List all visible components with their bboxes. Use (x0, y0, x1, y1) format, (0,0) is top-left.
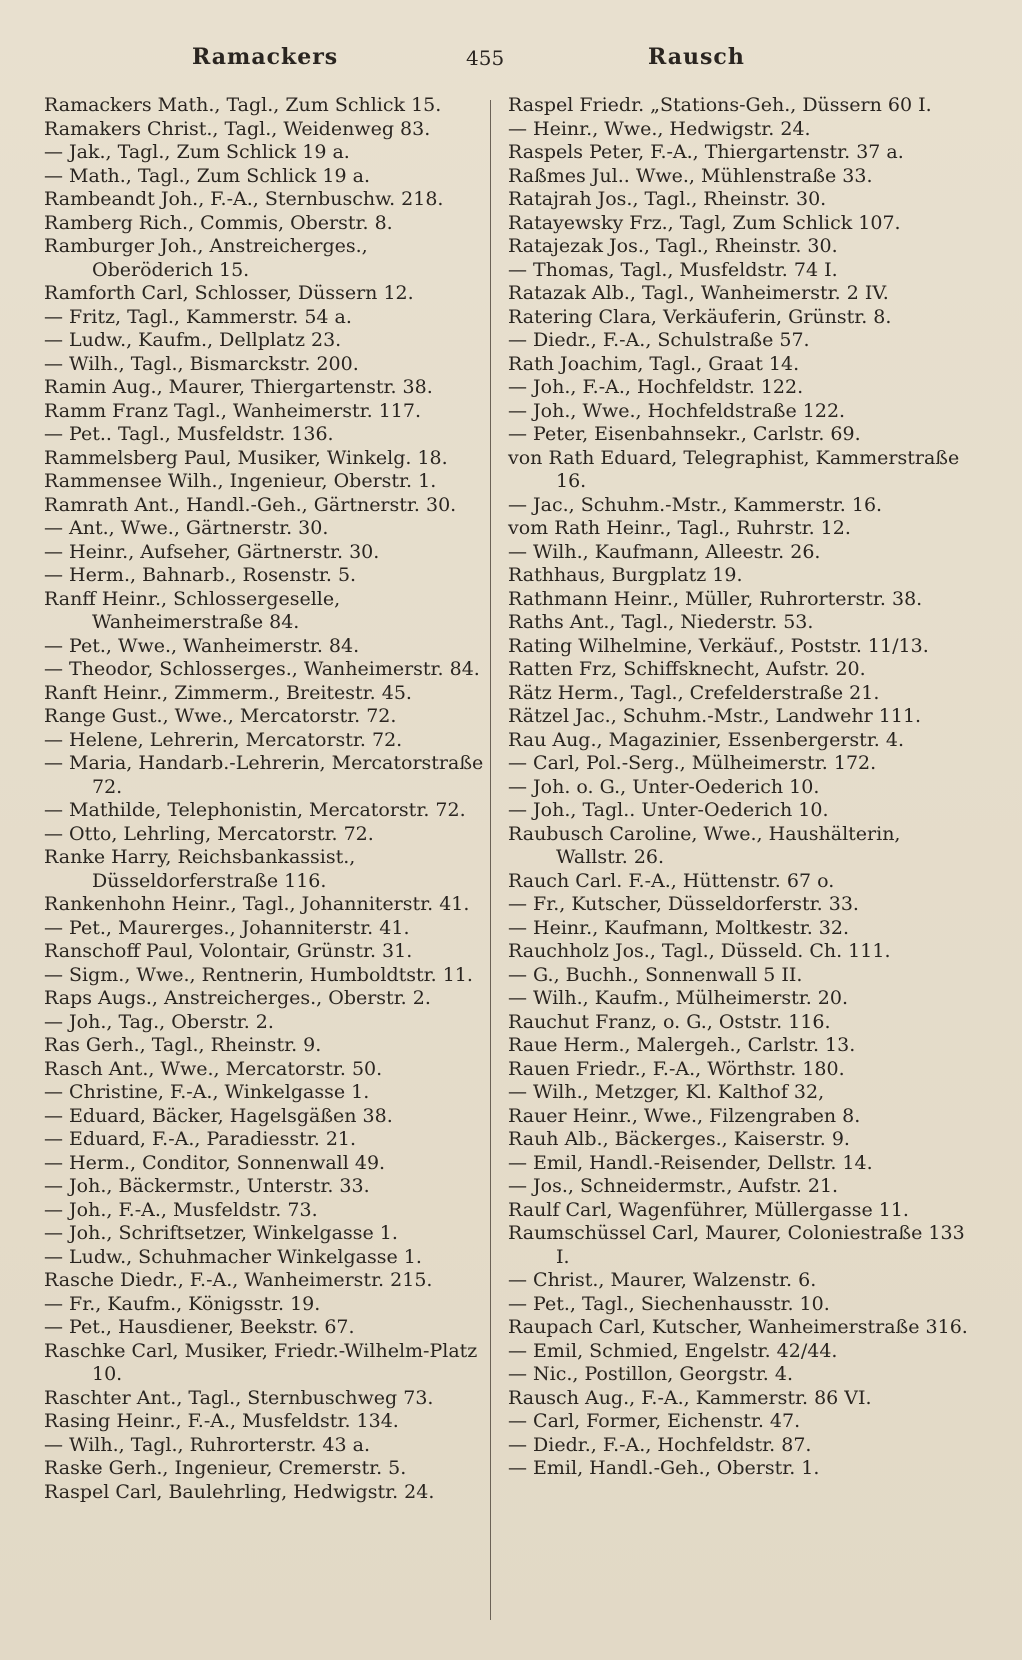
directory-entry: — Math., Tagl., Zum Schlick 19 a. (44, 164, 371, 187)
directory-entry: Rammensee Wilh., Ingenieur, Oberstr. 1. (44, 470, 437, 492)
right-column (508, 94, 968, 1481)
directory-entry: — Helene, Lehrerin, Mercatorstr. 72. (44, 728, 403, 751)
directory-entry: — Emil, Handl.-Reisender, Dellstr. 14. (508, 1151, 873, 1174)
directory-entry: — Eduard, Bäcker, Hagelsgäßen 38. (44, 1104, 393, 1127)
directory-entry: — Maria, Handarb.-Lehrerin, Mercatorstraße 72. (44, 752, 484, 798)
directory-entry: — Joh., Bäckermstr., Unterstr. 33. (44, 1175, 370, 1197)
directory-entry: — Ant., Wwe., Gärtnerstr. 30. (44, 517, 329, 539)
directory-entry: Rasch Ant., Wwe., Mercatorstr. 50. (44, 1057, 383, 1080)
directory-entry: Rammelsberg Paul, Musiker, Winkelg. 18. (44, 446, 448, 469)
directory-entry: Raspels Peter, F.-A., Thiergartenstr. 37 a. (508, 141, 904, 163)
directory-entry: Raue Herm., Malergeh., Carlstr. 13. (508, 1034, 856, 1056)
directory-entry: Rauch Carl. F.-A., Hüttenstr. 67 o. (508, 869, 835, 892)
directory-entry: — Fr., Kaufm., Königsstr. 19. (44, 1292, 321, 1315)
directory-entry: vom Rath Heinr., Tagl., Ruhrstr. 12. (508, 517, 851, 539)
directory-entry: — Pet., Maurerges., Johanniterstr. 41. (44, 916, 410, 939)
directory-entry: — Ludw., Schuhmacher Winkelgasse 1. (44, 1245, 422, 1268)
directory-entry: Rasing Heinr., F.-A., Musfeldstr. 134. (44, 1410, 399, 1432)
directory-entry: — Jac., Schuhm.-Mstr., Kammerstr. 16. (508, 493, 883, 516)
directory-entry: Rauer Heinr., Wwe., Filzengraben 8. (508, 1104, 861, 1127)
directory-entry: Ramburger Joh., Anstreicherges., Oberöderich 15. (44, 235, 368, 281)
directory-entry: — Joh., Tagl.. Unter-Oederich 10. (508, 799, 829, 821)
directory-entry: — Otto, Lehrling, Mercatorstr. 72. (44, 822, 374, 845)
directory-entry: Ratazak Alb., Tagl., Wanheimerstr. 2 IV. (508, 282, 889, 304)
directory-entry: — Jak., Tagl., Zum Schlick 19 a. (44, 141, 350, 163)
directory-entry: — Fr., Kutscher, Düsseldorferstr. 33. (508, 893, 859, 915)
directory-entry: Ratajezak Jos., Tagl., Rheinstr. 30. (508, 235, 838, 257)
directory-entry: — Emil, Schmied, Engelstr. 42/44. (508, 1339, 838, 1362)
directory-entry: Rätz Herm., Tagl., Crefelderstraße 21. (508, 681, 880, 704)
column-divider (490, 100, 491, 1620)
directory-entry: Rating Wilhelmine, Verkäuf., Poststr. 11/13. (508, 634, 929, 657)
directory-entry: Rathmann Heinr., Müller, Ruhrorterstr. 38. (508, 587, 923, 610)
directory-entry: Raspel Carl, Baulehrling, Hedwigstr. 24. (44, 1480, 435, 1503)
directory-entry: — Heinr., Wwe., Hedwigstr. 24. (508, 117, 811, 140)
directory-entry: — Christine, F.-A., Winkelgasse 1. (44, 1081, 370, 1103)
directory-entry: Rasche Diedr., F.-A., Wanheimerstr. 215. (44, 1269, 433, 1291)
header-right-name: Rausch (648, 44, 745, 70)
directory-entry: — Nic., Postillon, Georgstr. 4. (508, 1363, 794, 1385)
directory-entry: Rankenhohn Heinr., Tagl., Johanniterstr. 41. (44, 893, 470, 915)
page-number: 455 (466, 46, 505, 70)
directory-entry: Raschke Carl, Musiker, Friedr.-Wilhelm-Platz 10. (44, 1339, 478, 1385)
directory-entry: Rauh Alb., Bäckerges., Kaiserstr. 9. (508, 1128, 850, 1150)
directory-entry: Raps Augs., Anstreicherges., Oberstr. 2. (44, 987, 431, 1009)
directory-entry: — Mathilde, Telephonistin, Mercatorstr. 72. (44, 799, 466, 821)
directory-entry: — Joh., F.-A., Musfeldstr. 73. (44, 1198, 318, 1221)
directory-entry: Rauchut Franz, o. G., Oststr. 116. (508, 1010, 831, 1033)
directory-entry: Ras Gerh., Tagl., Rheinstr. 9. (44, 1034, 322, 1056)
directory-entry: Ranke Harry, Reichsbankassist., Düsseldorferstraße 116. (44, 846, 356, 892)
directory-entry: — Wilh., Tagl., Ruhrorterstr. 43 a. (44, 1433, 371, 1456)
directory-entry: Rauchholz Jos., Tagl., Düsseld. Ch. 111. (508, 940, 891, 962)
directory-entry: — Peter, Eisenbahnsekr., Carlstr. 69. (508, 423, 861, 445)
directory-entry: Ranschoff Paul, Volontair, Grünstr. 31. (44, 940, 413, 962)
directory-entry: Ramin Aug., Maurer, Thiergartenstr. 38. (44, 376, 433, 398)
directory-entry: Ramforth Carl, Schlosser, Düssern 12. (44, 282, 414, 304)
directory-entry: — Joh., Wwe., Hochfeldstraße 122. (508, 399, 846, 422)
directory-entry: — Eduard, F.-A., Paradiesstr. 21. (44, 1128, 357, 1150)
directory-entry: Ramm Franz Tagl., Wanheimerstr. 117. (44, 399, 422, 422)
directory-entry: — Joh., Tag., Oberstr. 2. (44, 1010, 274, 1033)
directory-entry: — Carl, Former, Eichenstr. 47. (508, 1410, 801, 1432)
directory-entry: — Heinr., Kaufmann, Moltkestr. 32. (508, 916, 850, 939)
directory-entry: — Joh., Schriftsetzer, Winkelgasse 1. (44, 1222, 398, 1244)
directory-entry: Raspel Friedr. „Stations-Geh., Düssern 60 I. (508, 94, 932, 116)
left-column (44, 94, 484, 1504)
directory-entry: — Pet.. Tagl., Musfeldstr. 136. (44, 423, 334, 445)
directory-entry: — Fritz, Tagl., Kammerstr. 54 a. (44, 305, 352, 328)
directory-entry: — Diedr., F.-A., Hochfeldstr. 87. (508, 1433, 812, 1456)
directory-entry: — Joh. o. G., Unter-Oederich 10. (508, 775, 820, 798)
directory-entry: — Theodor, Schlosserges., Wanheimerstr. 84. (44, 658, 480, 680)
directory-entry: Ramberg Rich., Commis, Oberstr. 8. (44, 211, 393, 234)
directory-entry: — Thomas, Tagl., Musfeldstr. 74 I. (508, 258, 838, 281)
directory-entry: Rathhaus, Burgplatz 19. (508, 564, 743, 586)
directory-entry: Rausch Aug., F.-A., Kammerstr. 86 VI. (508, 1386, 872, 1409)
directory-entry: Rambeandt Joh., F.-A., Sternbuschw. 218. (44, 188, 444, 210)
directory-entry: Rätzel Jac., Schuhm.-Mstr., Landwehr 111. (508, 705, 922, 727)
directory-entry: Rauen Friedr., F.-A., Wörthstr. 180. (508, 1057, 845, 1080)
directory-entry: Ratering Clara, Verkäuferin, Grünstr. 8. (508, 305, 892, 328)
directory-entry: — Jos., Schneidermstr., Aufstr. 21. (508, 1175, 839, 1197)
directory-entry: Ramrath Ant., Handl.-Geh., Gärtnerstr. 30. (44, 493, 457, 516)
directory-entry: von Rath Eduard, Telegraphist, Kammerstraße 16. (508, 446, 960, 492)
directory-entry: — Sigm., Wwe., Rentnerin, Humboldtstr. 11. (44, 963, 473, 986)
directory-entry: — Ludw., Kaufm., Dellplatz 23. (44, 329, 342, 351)
directory-entry: — Carl, Pol.-Serg., Mülheimerstr. 172. (508, 752, 877, 774)
directory-entry: — Pet., Tagl., Siechenhausstr. 10. (508, 1292, 830, 1315)
directory-entry: — Wilh., Tagl., Bismarckstr. 200. (44, 352, 359, 375)
directory-entry: — G., Buchh., Sonnenwall 5 II. (508, 963, 803, 986)
directory-entry: Raschter Ant., Tagl., Sternbuschweg 73. (44, 1386, 434, 1409)
directory-entry: Raßmes Jul.. Wwe., Mühlenstraße 33. (508, 164, 873, 187)
directory-entry: Raske Gerh., Ingenieur, Cremerstr. 5. (44, 1457, 407, 1479)
directory-entry: Ramackers Math., Tagl., Zum Schlick 15. (44, 94, 442, 116)
directory-entry: — Heinr., Aufseher, Gärtnerstr. 30. (44, 540, 380, 563)
directory-entry: — Pet., Hausdiener, Beekstr. 67. (44, 1316, 355, 1338)
directory-entry: Rau Aug., Magazinier, Essenbergerstr. 4. (508, 728, 904, 751)
directory-entry: Ranff Heinr., Schlossergeselle, Wanheimerstraße 84. (44, 587, 341, 633)
directory-entry: — Emil, Handl.-Geh., Oberstr. 1. (508, 1457, 820, 1479)
directory-entry: Raupach Carl, Kutscher, Wanheimerstraße 316. (508, 1316, 968, 1338)
directory-entry: — Christ., Maurer, Walzenstr. 6. (508, 1269, 817, 1291)
directory-entry: — Herm., Conditor, Sonnenwall 49. (44, 1151, 386, 1174)
directory-entry: Raths Ant., Tagl., Niederstr. 53. (508, 611, 814, 633)
directory-entry: Rath Joachim, Tagl., Graat 14. (508, 352, 800, 375)
directory-entry: — Wilh., Metzger, Kl. Kalthof 32, (508, 1081, 825, 1103)
directory-entry: Ramakers Christ., Tagl., Weidenweg 83. (44, 117, 431, 140)
directory-entry: — Diedr., F.-A., Schulstraße 57. (508, 329, 810, 351)
directory-entry: Raubusch Caroline, Wwe., Haushälterin, Wallstr. 26. (508, 822, 901, 868)
directory-entry: — Wilh., Kaufm., Mülheimerstr. 20. (508, 987, 849, 1009)
directory-entry: — Herm., Bahnarb., Rosenstr. 5. (44, 564, 357, 586)
directory-entry: Range Gust., Wwe., Mercatorstr. 72. (44, 705, 397, 727)
header-left-name: Ramackers (192, 44, 339, 70)
directory-entry: Ranft Heinr., Zimmerm., Breitestr. 45. (44, 681, 412, 704)
page-header (0, 44, 1022, 84)
directory-entry: Ratayewsky Frz., Tagl, Zum Schlick 107. (508, 211, 901, 234)
directory-entry: Raulf Carl, Wagenführer, Müllergasse 11. (508, 1198, 909, 1221)
directory-entry: — Wilh., Kaufmann, Alleestr. 26. (508, 540, 821, 563)
directory-entry: Raumschüssel Carl, Maurer, Coloniestraße 133 I. (508, 1222, 965, 1268)
directory-entry: — Joh., F.-A., Hochfeldstr. 122. (508, 376, 804, 398)
directory-entry: Ratajrah Jos., Tagl., Rheinstr. 30. (508, 188, 827, 210)
directory-entry: — Pet., Wwe., Wanheimerstr. 84. (44, 634, 360, 657)
directory-entry: Ratten Frz, Schiffsknecht, Aufstr. 20. (508, 658, 866, 680)
